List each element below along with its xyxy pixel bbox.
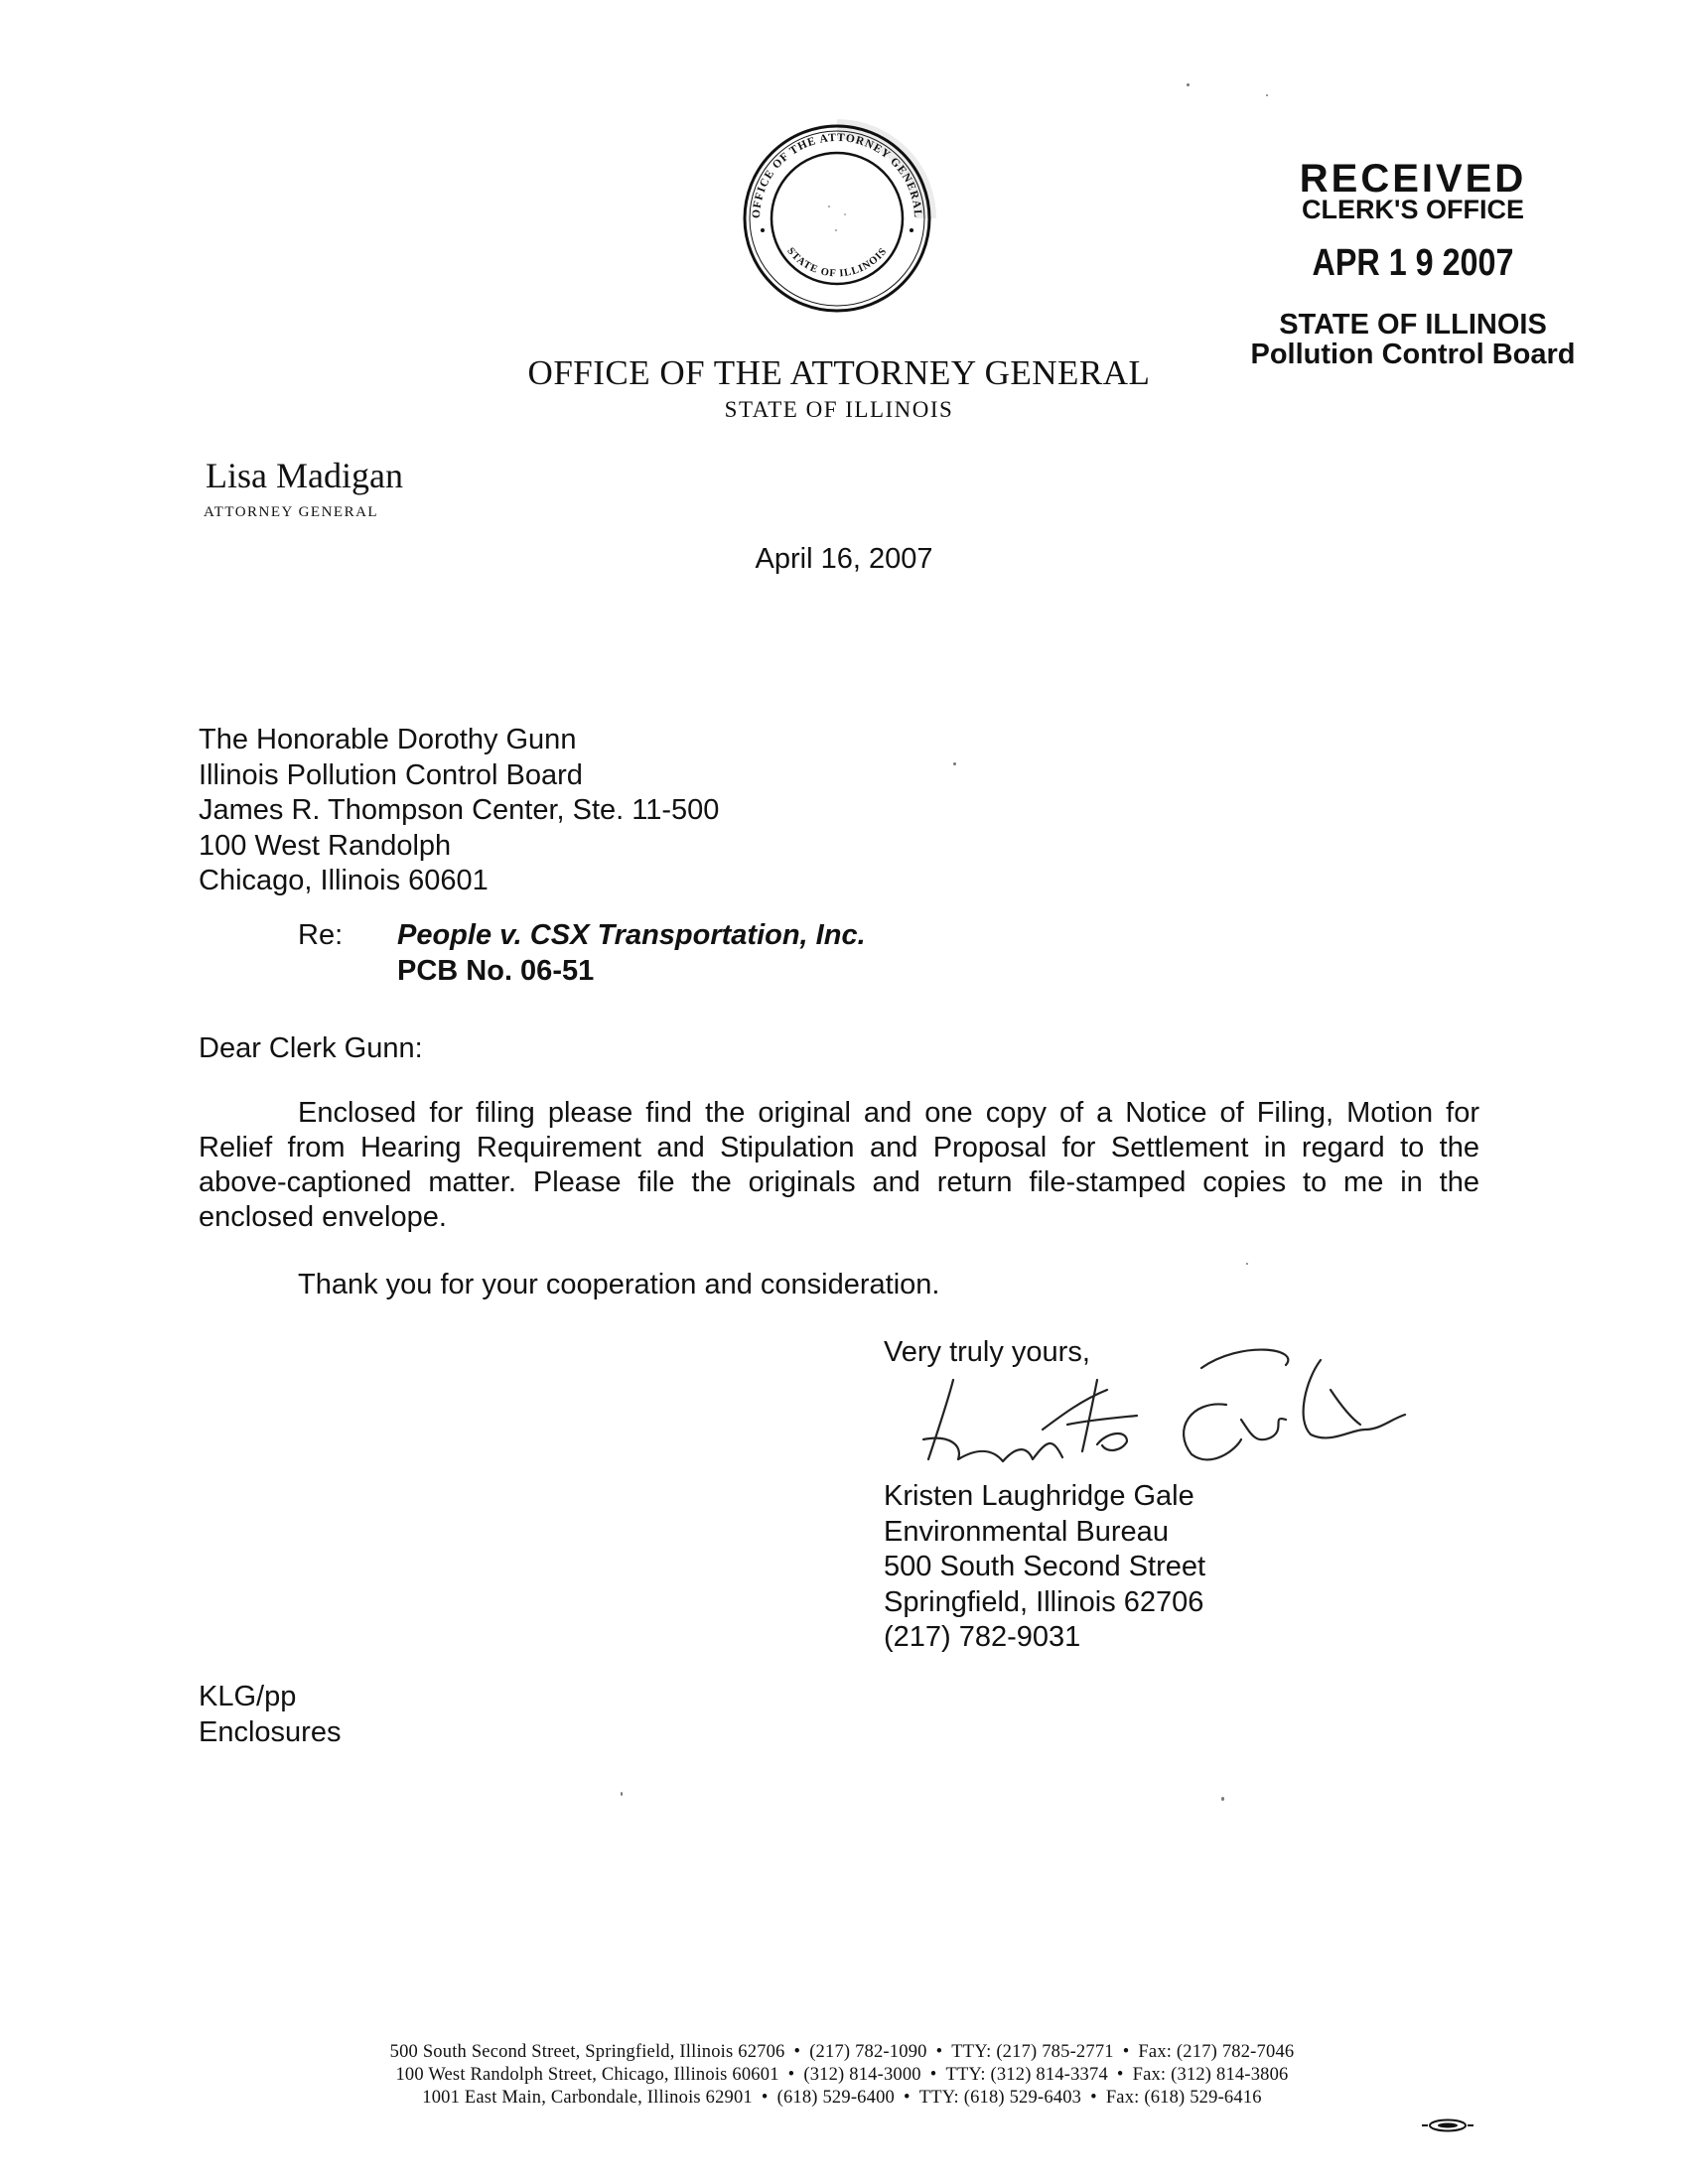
stamp-clerks-office: CLERK'S OFFICE	[1302, 195, 1524, 224]
footer-bullet: •	[787, 2065, 795, 2085]
signer-name: Kristen Laughridge Gale	[884, 1480, 1194, 1512]
scan-speck	[953, 762, 956, 765]
scan-speck	[1187, 83, 1190, 86]
handwritten-signature	[894, 1320, 1410, 1479]
scan-speck	[1266, 94, 1268, 96]
footer-bullet: •	[1116, 2065, 1124, 2085]
addressee-line: The Honorable Dorothy Gunn	[199, 724, 577, 755]
typist-initials: KLG/pp	[199, 1681, 297, 1712]
body-paragraph: Enclosed for filing please find the original and one copy of a Notice of Filing, Motion for Relief from Hearing Requirement and Stipulation and Proposal for Settlement in regard to the above-captioned matter. Please file the originals and return file-stamped copies to me in the enclosed envelope.	[199, 1097, 1479, 1233]
re-case-name: People v. CSX Transportation, Inc.	[397, 919, 866, 951]
addressee-line: Chicago, Illinois 60601	[199, 865, 489, 896]
signer-phone: (217) 782-9031	[884, 1621, 1081, 1653]
thanks-line: Thank you for your cooperation and consideration.	[298, 1269, 940, 1300]
salutation: Dear Clerk Gunn:	[199, 1032, 423, 1064]
stamp-date: APR 1 9 2007	[1312, 242, 1514, 284]
footer-fax: Fax: (312) 814-3806	[1132, 2065, 1289, 2085]
stamp-received: RECEIVED	[1299, 157, 1527, 201]
attorney-general-seal	[738, 119, 936, 318]
letter-date: April 16, 2007	[755, 543, 933, 575]
scan-speck	[1246, 1263, 1248, 1265]
svg-text:STATE OF ILLINOIS	[784, 246, 889, 280]
footer-tty: TTY: (217) 785-2771	[951, 2042, 1114, 2062]
footer-phone: (618) 529-6400	[776, 2088, 895, 2108]
re-block	[397, 918, 866, 989]
footer-tty: TTY: (312) 814-3374	[945, 2065, 1108, 2085]
attorney-general-name: Lisa Madigan	[206, 456, 403, 495]
initials-block	[199, 1680, 341, 1750]
stamp-board: Pollution Control Board	[1250, 339, 1576, 370]
scan-speck	[1221, 1797, 1224, 1801]
letterhead-office: OFFICE OF THE ATTORNEY GENERAL	[527, 353, 1151, 392]
addressee-block	[199, 723, 719, 899]
signer-bureau: Environmental Bureau	[884, 1515, 1169, 1548]
recycle-mark-icon	[1420, 2117, 1475, 2133]
footer-phone: (312) 814-3000	[803, 2065, 921, 2085]
signer-street: 500 South Second Street	[884, 1551, 1206, 1582]
footer-line-carbondale	[199, 2087, 1485, 2110]
stamp-state: STATE OF ILLINOIS	[1279, 309, 1547, 341]
footer-address: 500 South Second Street, Springfield, Illinois 62706	[389, 2042, 785, 2062]
footer-address: 1001 East Main, Carbondale, Illinois 62901	[422, 2088, 753, 2108]
scan-speck	[621, 1792, 623, 1796]
re-case-number: PCB No. 06-51	[397, 954, 595, 987]
footer-bullet: •	[793, 2042, 801, 2062]
footer-line-springfield	[199, 2041, 1485, 2064]
letterhead-footer	[199, 2041, 1485, 2110]
footer-bullet: •	[935, 2042, 943, 2062]
closing: Very truly yours,	[884, 1336, 1090, 1368]
footer-bullet: •	[904, 2088, 911, 2108]
seal-bottom-text: STATE OF ILLINOIS	[784, 245, 890, 280]
footer-bullet: •	[1090, 2088, 1097, 2108]
re-label: Re:	[298, 919, 344, 951]
addressee-line: Illinois Pollution Control Board	[199, 758, 583, 791]
footer-phone: (217) 782-1090	[809, 2042, 927, 2062]
signer-city: Springfield, Illinois 62706	[884, 1585, 1204, 1618]
attorney-general-title: ATTORNEY GENERAL	[204, 504, 379, 520]
seal-top-text: OFFICE OF THE ATTORNEY GENERAL	[750, 131, 924, 219]
footer-bullet: •	[761, 2088, 769, 2108]
addressee-line: James R. Thompson Center, Ste. 11-500	[199, 794, 720, 826]
footer-fax: Fax: (618) 529-6416	[1105, 2088, 1262, 2108]
letterhead-state: STATE OF ILLINOIS	[724, 397, 954, 422]
signature-block	[884, 1479, 1205, 1656]
footer-address: 100 West Randolph Street, Chicago, Illinois 60601	[395, 2065, 779, 2085]
footer-line-chicago	[199, 2064, 1485, 2087]
enclosures-note: Enclosures	[199, 1715, 342, 1748]
addressee-line: 100 West Randolph	[199, 829, 452, 862]
footer-fax: Fax: (217) 782-7046	[1138, 2042, 1295, 2062]
footer-bullet: •	[929, 2065, 937, 2085]
footer-bullet: •	[1122, 2042, 1130, 2062]
footer-tty: TTY: (618) 529-6403	[918, 2088, 1082, 2108]
